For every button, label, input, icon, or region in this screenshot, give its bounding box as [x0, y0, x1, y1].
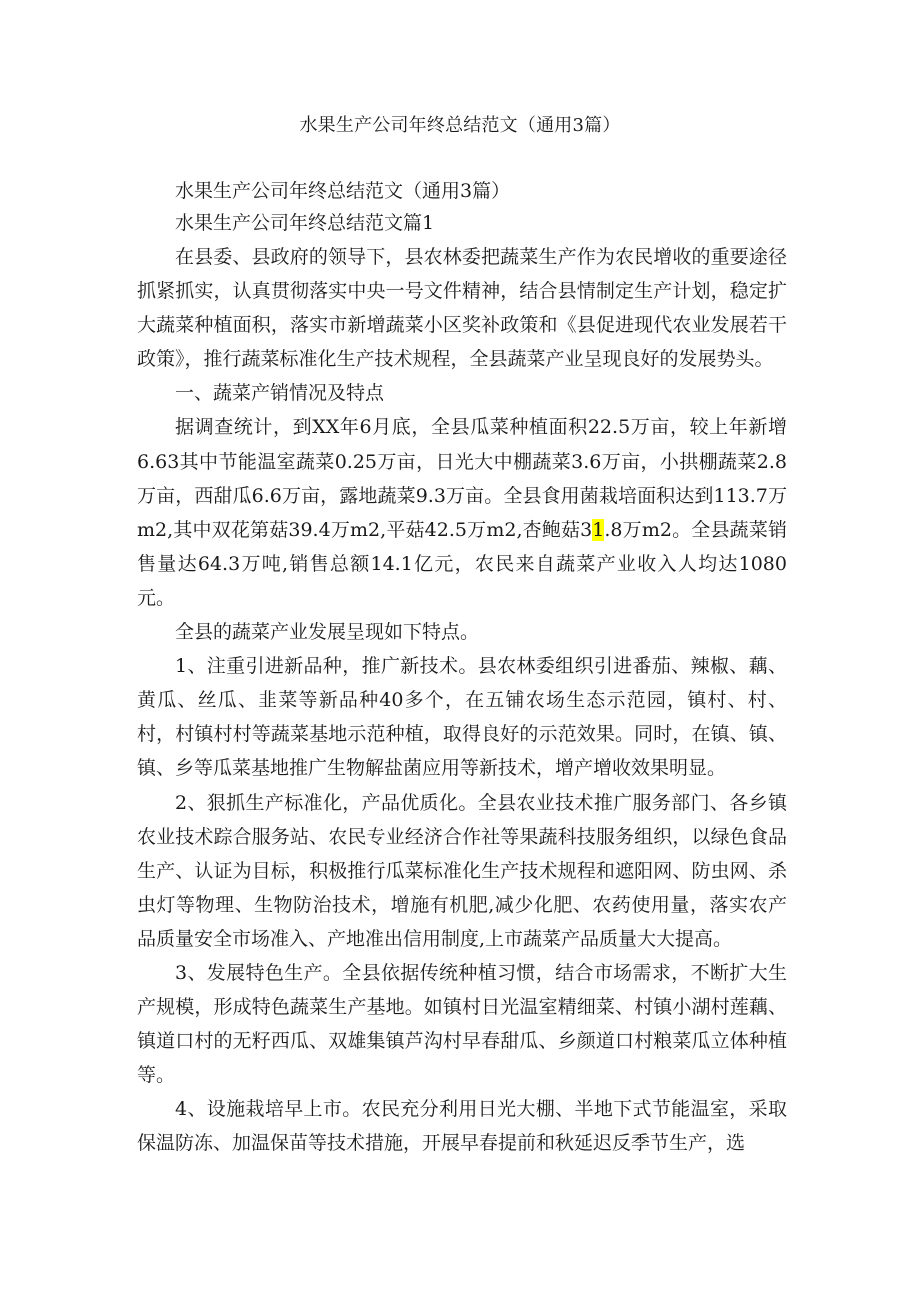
- features-intro-paragraph: 全县的蔬菜产业发展呈现如下特点。: [175, 621, 480, 644]
- feature-paragraph-2: 2、狠抓生产标准化，产品优质化。全县农业技术推广服务部门、各乡镇农业技术踪合服务站、农民专业经济合作社等果蔬科技服务组织，以绿色食品生产、认证为目标，积极推行瓜菜标准化生产技术规程和遮阳网、防虫网、杀虫灯等物理、生物防治技术，增施有机肥,减少化肥、农药使用量，落实农产品质量安全市场准入、产地准出信用制度,上市蔬菜产品质量大大提高。: [137, 791, 787, 950]
- section-heading-1: 水果生产公司年终总结范文篇1: [175, 212, 435, 234]
- statistics-text-after: .8万m2。全县蔬菜销售量达64.3万吨,销售总额14.1亿元，农民来自蔬菜产业收入人均达1080元。: [137, 518, 788, 609]
- document-body: [137, 176, 787, 1161]
- subtitle-paragraph: 水果生产公司年终总结范文（通用3篇）: [175, 180, 511, 202]
- statistics-text-before: 据调查统计，到XX年6月底，全县瓜菜种植面积22.5万亩，较上年新增6.63其中节能温室蔬菜0.25万亩，日光大中棚蔬菜3.6万亩，小拱棚蔬菜2.8万亩，西甜瓜6.6万亩，露地蔬菜9.3万亩。全县食用菌栽培面积达到113.7万m2,其中双花第菇39.4万m2,平菇42.5万m2,杏鲍菇3: [137, 416, 787, 541]
- statistics-paragraph: [137, 410, 787, 615]
- feature-paragraph-1: 1、注重引进新品种，推广新技术。县农林委组织引进番茄、辣椒、藕、黄瓜、丝瓜、韭菜等新品种40多个，在五铺农场生态示范园，镇村、村、村，村镇村村等蔬菜基地示范种植，取得良好的示范效果。同时，在镇、镇、镇、乡等瓜菜基地推广生物解盐菌应用等新技术，增产增收效果明显。: [137, 655, 787, 780]
- feature-paragraph-3: 3、发展特色生产。全县依据传统种植习惯，结合市场需求，不断扩大生产规模，形成特色蔬菜生产基地。如镇村日光温室精细菜、村镇小湖村莲藕、镇道口村的无籽西瓜、双雄集镇芦沟村早春甜瓜、乡颜道口村粮菜瓜立体种植等。: [137, 961, 787, 1087]
- highlighted-digit: 1: [592, 518, 605, 541]
- document-title: 水果生产公司年终总结范文（通用3篇）: [299, 115, 621, 136]
- feature-paragraph-4: 4、设施栽培早上市。农民充分利用日光大棚、半地下式节能温室，采取保温防冻、加温保苗等技术措施，开展早春提前和秋延迟反季节生产，选: [137, 1098, 787, 1155]
- intro-paragraph: 在县委、县政府的领导下，县农林委把蔬菜生产作为农民增收的重要途径抓紧抓实，认真贯彻落实中央一号文件精神，结合县情制定生产计划，稳定扩大蔬菜种植面积，落实市新增蔬菜小区奖补政策和《县促进现代农业发展若干政策》，推行蔬菜标准化生产技术规程，全县蔬菜产业呈现良好的发展势头。: [137, 246, 787, 371]
- section-heading-sales: 一、蔬菜产销情况及特点: [175, 382, 385, 405]
